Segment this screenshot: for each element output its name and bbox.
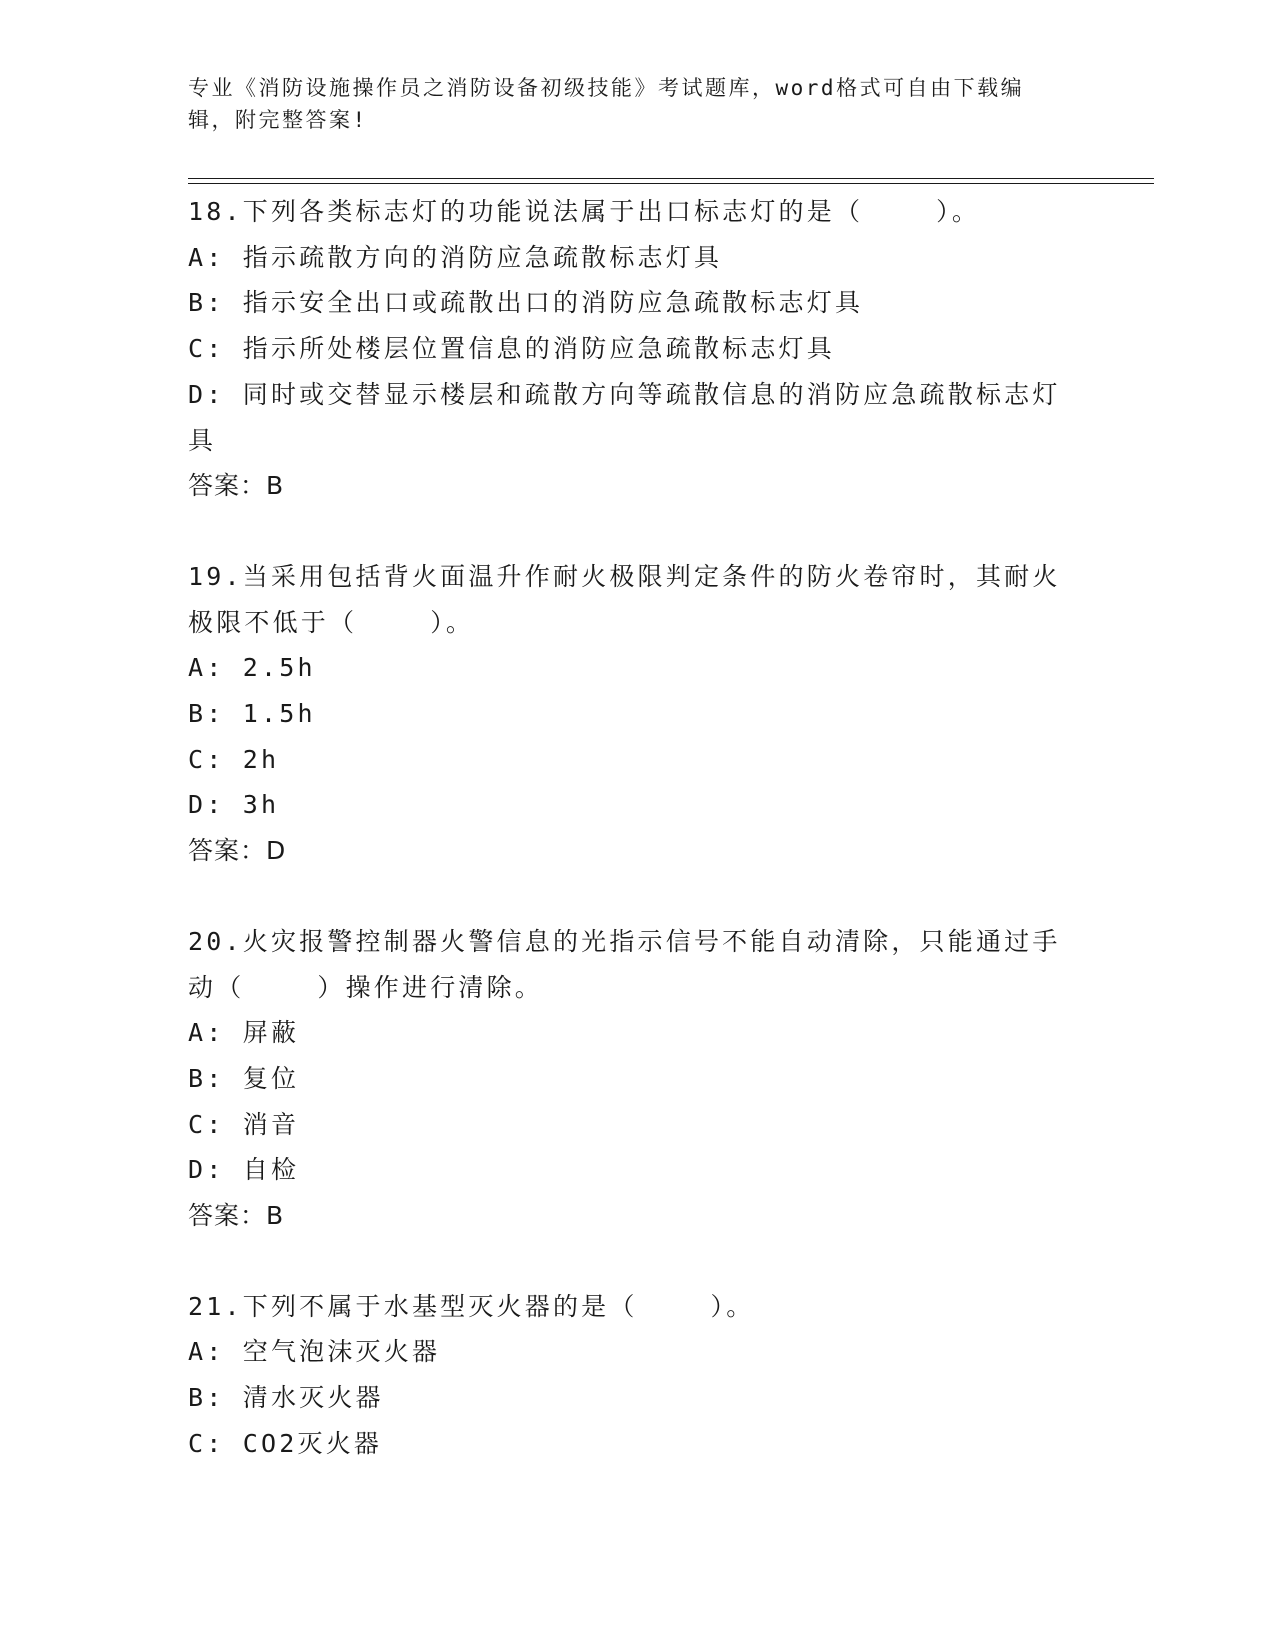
option-c: C: 2h xyxy=(188,744,280,774)
option-b: B: 指示安全出口或疏散出口的消防应急疏散标志灯具 xyxy=(188,288,864,318)
answer: 答案：B xyxy=(188,471,285,501)
question-stem-continued: 极限不低于（ ）。 xyxy=(188,607,475,637)
question-stem: 19.当采用包括背火面温升作耐火极限判定条件的防火卷帘时，其耐火 xyxy=(188,561,1061,591)
answer: 答案：D xyxy=(188,836,287,866)
question-19 xyxy=(188,554,1078,874)
question-18 xyxy=(188,189,1078,509)
option-c: C: 指示所处楼层位置信息的消防应急疏散标志灯具 xyxy=(188,334,835,364)
question-stem: 20.火灾报警控制器火警信息的光指示信号不能自动清除，只能通过手 xyxy=(188,926,1061,956)
option-c: C: CO2灭火器 xyxy=(188,1428,383,1458)
question-stem: 21.下列不属于水基型灭火器的是（ ）。 xyxy=(188,1291,755,1321)
answer: 答案：B xyxy=(188,1201,285,1231)
option-c: C: 消音 xyxy=(188,1109,300,1139)
option-d: D: 3h xyxy=(188,790,280,820)
option-b: B: 复位 xyxy=(188,1063,300,1093)
option-a: A: 指示疏散方向的消防应急疏散标志灯具 xyxy=(188,242,723,272)
option-d-continued: 具 xyxy=(188,425,217,455)
option-b: B: 1.5h xyxy=(188,699,316,729)
document-header: 专业《消防设施操作员之消防设备初级技能》考试题库，word格式可自由下载编辑，附完整答案! xyxy=(188,76,1025,132)
header-rule-bottom xyxy=(188,183,1154,184)
option-a: A: 2.5h xyxy=(188,653,316,683)
option-d: D: 自检 xyxy=(188,1155,300,1185)
question-list xyxy=(188,189,1078,1512)
question-20 xyxy=(188,919,1078,1239)
question-stem-continued: 动（ ）操作进行清除。 xyxy=(188,972,544,1002)
option-a: A: 屏蔽 xyxy=(188,1018,300,1048)
option-b: B: 清水灭火器 xyxy=(188,1383,384,1413)
option-a: A: 空气泡沫灭火器 xyxy=(188,1337,441,1367)
question-stem: 18.下列各类标志灯的功能说法属于出口标志灯的是（ ）。 xyxy=(188,197,981,226)
option-d: D: 同时或交替显示楼层和疏散方向等疏散信息的消防应急疏散标志灯 xyxy=(188,379,1061,409)
question-21 xyxy=(188,1284,1078,1467)
header-rule-top xyxy=(188,178,1154,179)
